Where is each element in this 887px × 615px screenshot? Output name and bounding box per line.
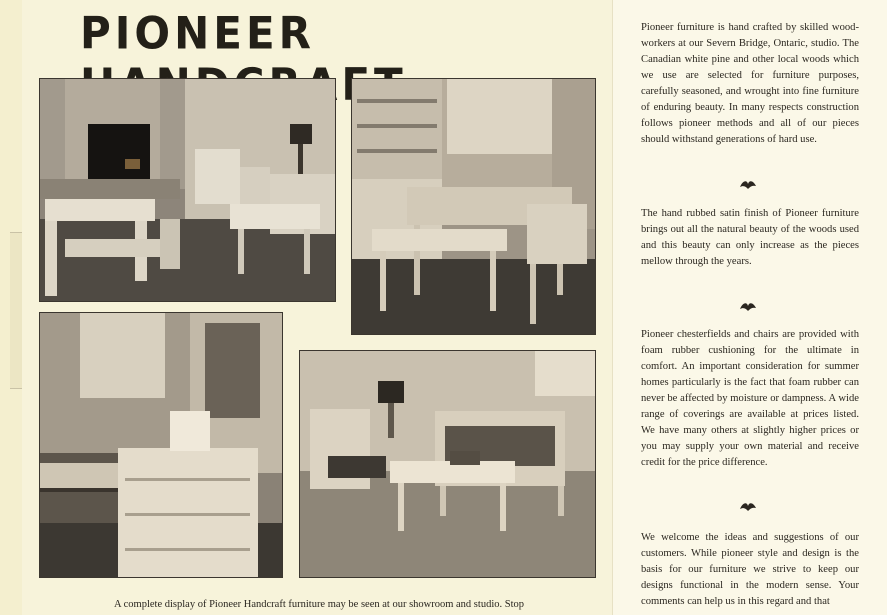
brochure-title: PIONEER <box>80 7 315 59</box>
photo-chesterfield-sitting-area <box>299 350 596 578</box>
photo-bedroom <box>39 312 283 578</box>
sitting-area-image <box>300 351 595 577</box>
paragraph-cushioning: Pioneer chesterfields and chairs are provided with foam rubber cushioning for the ultimate in comfort. An important consideration for summer homes particularly is the fact that foam rubber can never be affected by moisture or dampness. A wide range of coverings are available at prices listed. We have many others at slightly higher prices or you may supply your own material and receive credit for the price difference. <box>641 329 859 468</box>
dining-room-image <box>352 79 595 334</box>
photo-dining-room <box>351 78 596 335</box>
showroom-caption: A complete display of Pioneer Handcraft furniture may be seen at our showroom and studio. Stop <box>114 599 524 610</box>
photo-living-room-fireplace <box>39 78 336 302</box>
living-room-image <box>40 79 335 301</box>
bedroom-image <box>40 313 282 577</box>
photo-panel <box>22 0 612 615</box>
leaf-ornament-icon <box>739 178 757 190</box>
paragraph-craftsmanship: Pioneer furniture is hand crafted by skilled wood-workers at our Severn Bridge, Ontaric, studio. The Canadian white pine and other local woods which we use are selected for furniture purposes, carefully seasoned, and wrought into fine furniture of enduring beauty. In many respects construction follows pioneer methods and all of our pieces should withstand generations of hard use. <box>641 22 859 145</box>
leaf-ornament-icon <box>739 300 757 312</box>
paragraph-suggestions: We welcome the ideas and suggestions of our customers. While pioneer style and design is the basis for our furniture we strive to keep our designs functional in the modern sense. Your comments can help us in this regard and that <box>641 532 859 607</box>
leaf-ornament-icon <box>739 500 757 512</box>
text-panel <box>612 0 887 615</box>
paragraph-finish: The hand rubbed satin finish of Pioneer furniture brings out all the natural beauty of the woods used and this beauty can only increase as the pieces mellow through the years. <box>641 208 859 267</box>
